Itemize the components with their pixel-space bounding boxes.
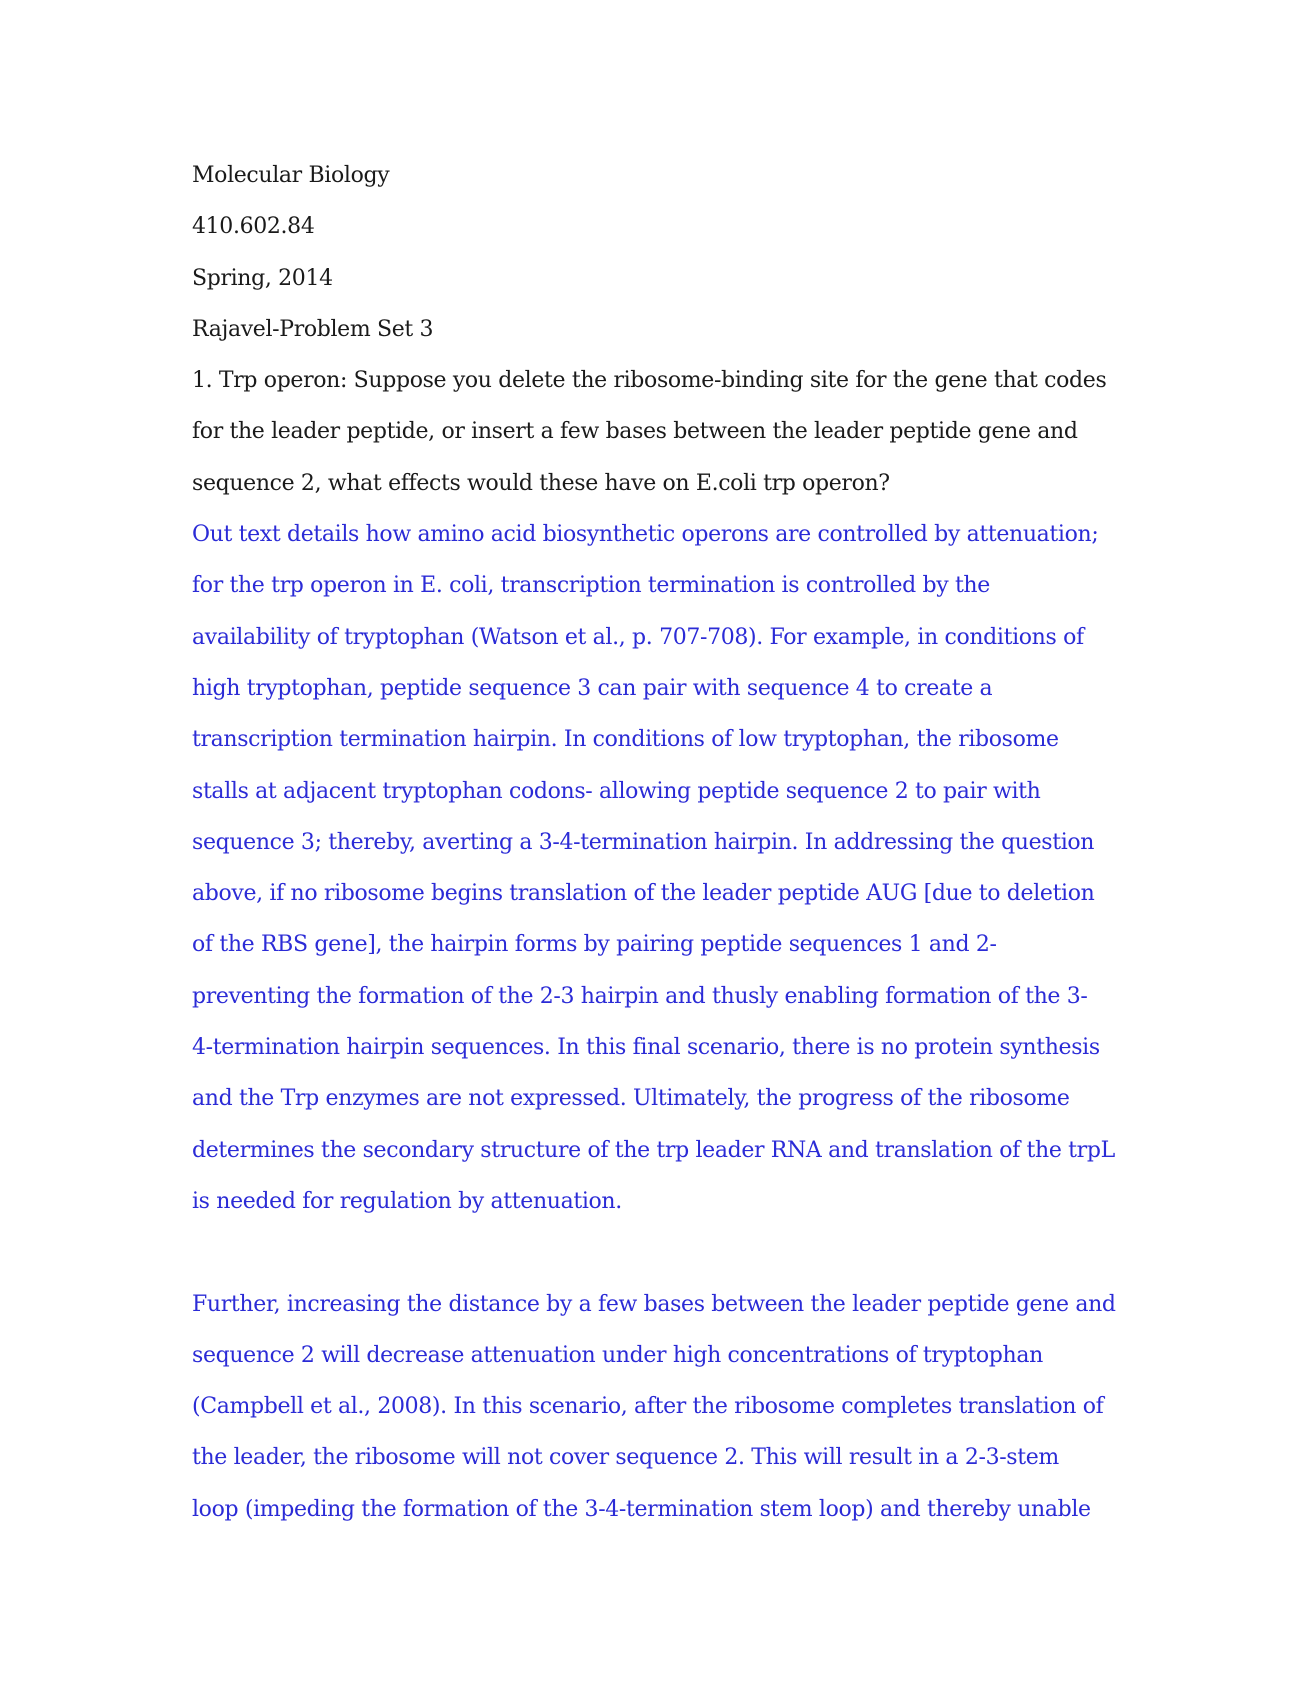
answer-line: and the Trp enzymes are not expressed. Ultimately, the progress of the ribosome bbox=[192, 1086, 1070, 1112]
answer-line: preventing the formation of the 2-3 hairpin and thusly enabling formation of the 3- bbox=[192, 983, 1088, 1009]
answer-line: high tryptophan, peptide sequence 3 can pair with sequence 4 to create a bbox=[192, 675, 993, 701]
answer-line: Out text details how amino acid biosynthetic operons are controlled by attenuation; bbox=[192, 522, 1099, 548]
course-title: Molecular Biology bbox=[192, 163, 390, 188]
answer-paragraph-2 bbox=[192, 1279, 1122, 1535]
answer-line: stalls at adjacent tryptophan codons- allowing peptide sequence 2 to pair with bbox=[192, 778, 1041, 804]
answer-line: 4-termination hairpin sequences. In this final scenario, there is no protein synthesis bbox=[192, 1035, 1100, 1061]
answer-line: the leader, the ribosome will not cover sequence 2. This will result in a 2-3-stem bbox=[192, 1445, 1059, 1471]
course-number: 410.602.84 bbox=[192, 214, 315, 240]
paragraph-spacer bbox=[192, 1227, 1122, 1278]
answer-line: Further, increasing the distance by a few bases between the leader peptide gene and bbox=[192, 1291, 1116, 1317]
answer-line: sequence 2 will decrease attenuation under high concentrations of tryptophan bbox=[192, 1342, 1043, 1368]
question-text bbox=[192, 355, 1122, 509]
answer-line: for the trp operon in E. coli, transcription termination is controlled by the bbox=[192, 573, 990, 599]
answer-line: determines the secondary structure of the trp leader RNA and translation of the trpL bbox=[192, 1137, 1115, 1163]
answer-line: of the RBS gene], the hairpin forms by pairing peptide sequences 1 and 2- bbox=[192, 932, 997, 958]
answer-line: transcription termination hairpin. In conditions of low tryptophan, the ribosome bbox=[192, 727, 1059, 753]
term: Spring, 2014 bbox=[192, 265, 333, 291]
answer-line: above, if no ribosome begins translation of the leader peptide AUG [due to deletion bbox=[192, 881, 1095, 907]
answer-line: loop (impeding the formation of the 3-4-termination stem loop) and thereby unable bbox=[192, 1496, 1091, 1522]
answer-line: (Campbell et al., 2008). In this scenario, after the ribosome completes translation of bbox=[192, 1394, 1104, 1420]
question-line: 1. Trp operon: Suppose you delete the ribosome-binding site for the gene that codes bbox=[192, 368, 1107, 394]
answer-line: availability of tryptophan (Watson et al., p. 707-708). For example, in conditions of bbox=[192, 624, 1084, 650]
question-line: for the leader peptide, or insert a few bases between the leader peptide gene and bbox=[192, 419, 1078, 445]
assignment-title: Rajavel-Problem Set 3 bbox=[192, 316, 434, 342]
answer-line: sequence 3; thereby, averting a 3-4-termination hairpin. In addressing the question bbox=[192, 829, 1095, 855]
answer-line: is needed for regulation by attenuation. bbox=[192, 1188, 622, 1214]
answer-paragraph-1 bbox=[192, 509, 1122, 1227]
question-line: sequence 2, what effects would these have on E.coli trp operon? bbox=[192, 470, 890, 496]
document-body bbox=[192, 150, 1122, 1535]
